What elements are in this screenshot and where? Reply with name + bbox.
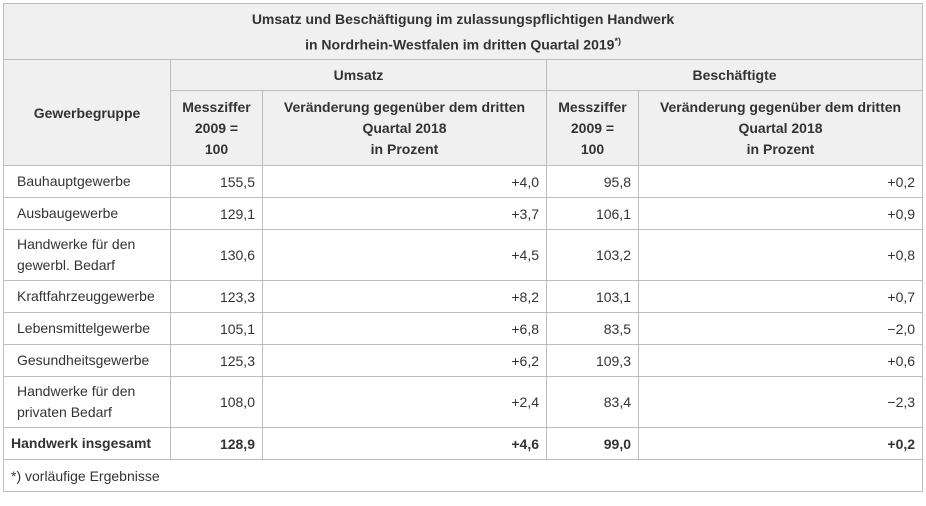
veraenderung-line-2: Quartal 2018 <box>738 119 823 136</box>
statistics-table <box>3 3 923 492</box>
table-row-gewerbl-bedarf <box>4 230 923 281</box>
veraenderung-line-1: Veränderung gegenüber dem dritten <box>283 98 526 115</box>
table-row-total <box>4 428 923 460</box>
table-row-privaten-bedarf <box>4 377 923 428</box>
beschaeftigte-veraenderung-value: +0,8 <box>639 230 923 281</box>
beschaeftigte-messziffer-value: 106,1 <box>547 198 639 230</box>
table-row-bauhauptgewerbe <box>4 166 923 198</box>
table-row-gesundheitsgewerbe <box>4 345 923 377</box>
table-title-line-1: Umsatz und Beschäftigung im zulassungspflichtigen Handwerk <box>251 10 675 27</box>
total-beschaeftigte-messziffer: 99,0 <box>547 428 639 460</box>
messziffer-line-3: 100 <box>204 140 229 157</box>
beschaeftigte-messziffer-value: 83,5 <box>547 313 639 345</box>
umsatz-messziffer-value: 125,3 <box>171 345 263 377</box>
beschaeftigte-veraenderung-value: +0,6 <box>639 345 923 377</box>
messziffer-line-2: 2009 = <box>570 119 615 136</box>
beschaeftigte-veraenderung-value: +0,2 <box>639 166 923 198</box>
veraenderung-line-1: Veränderung gegenüber dem dritten <box>659 98 902 115</box>
total-umsatz-messziffer: 128,9 <box>171 428 263 460</box>
umsatz-veraenderung-value: +4,5 <box>263 230 547 281</box>
umsatz-veraenderung-value: +8,2 <box>263 281 547 313</box>
total-umsatz-veraenderung: +4,6 <box>263 428 547 460</box>
umsatz-messziffer-value: 108,0 <box>171 377 263 428</box>
footnote: *) vorläufige Ergebnisse <box>4 460 923 492</box>
umsatz-messziffer-value: 130,6 <box>171 230 263 281</box>
header-beschaeftigte-veraenderung <box>639 91 923 166</box>
row-label: Lebensmittelgewerbe <box>4 313 171 345</box>
beschaeftigte-messziffer-value: 103,1 <box>547 281 639 313</box>
row-label: Handwerke für den privaten Bedarf <box>4 377 171 428</box>
table-title <box>4 4 923 60</box>
statistics-table-container <box>3 3 922 492</box>
row-label: Handwerke für den gewerbl. Bedarf <box>4 230 171 281</box>
messziffer-line-1: Messziffer <box>182 98 251 115</box>
row-label: Kraftfahrzeuggewerbe <box>4 281 171 313</box>
header-beschaeftigte-messziffer <box>547 91 639 166</box>
umsatz-veraenderung-value: +4,0 <box>263 166 547 198</box>
row-label: Bauhauptgewerbe <box>4 166 171 198</box>
header-beschaeftigte: Beschäftigte <box>547 60 923 91</box>
total-beschaeftigte-veraenderung: +0,2 <box>639 428 923 460</box>
header-umsatz-veraenderung <box>263 91 547 166</box>
row-label: Ausbaugewerbe <box>4 198 171 230</box>
umsatz-veraenderung-value: +2,4 <box>263 377 547 428</box>
umsatz-veraenderung-value: +3,7 <box>263 198 547 230</box>
beschaeftigte-messziffer-value: 83,4 <box>547 377 639 428</box>
beschaeftigte-messziffer-value: 95,8 <box>547 166 639 198</box>
umsatz-messziffer-value: 105,1 <box>171 313 263 345</box>
header-umsatz-messziffer <box>171 91 263 166</box>
row-label: Gesundheitsgewerbe <box>4 345 171 377</box>
veraenderung-line-3: in Prozent <box>370 140 439 157</box>
beschaeftigte-veraenderung-value: −2,3 <box>639 377 923 428</box>
umsatz-veraenderung-value: +6,8 <box>263 313 547 345</box>
messziffer-line-2: 2009 = <box>194 119 239 136</box>
umsatz-messziffer-value: 123,3 <box>171 281 263 313</box>
title-footnote-mark: *) <box>614 35 621 46</box>
header-umsatz: Umsatz <box>171 60 547 91</box>
header-gewerbegruppe: Gewerbegruppe <box>4 60 171 166</box>
beschaeftigte-messziffer-value: 109,3 <box>547 345 639 377</box>
messziffer-line-3: 100 <box>580 140 605 157</box>
table-row-kraftfahrzeuggewerbe <box>4 281 923 313</box>
umsatz-messziffer-value: 129,1 <box>171 198 263 230</box>
beschaeftigte-veraenderung-value: +0,7 <box>639 281 923 313</box>
messziffer-line-1: Messziffer <box>558 98 627 115</box>
table-row-lebensmittelgewerbe <box>4 313 923 345</box>
table-title-line-2: in Nordrhein-Westfalen im dritten Quartal 2019 <box>305 36 615 53</box>
beschaeftigte-veraenderung-value: +0,9 <box>639 198 923 230</box>
umsatz-messziffer-value: 155,5 <box>171 166 263 198</box>
beschaeftigte-veraenderung-value: −2,0 <box>639 313 923 345</box>
veraenderung-line-3: in Prozent <box>746 140 815 157</box>
total-label: Handwerk insgesamt <box>4 428 171 460</box>
table-row-ausbaugewerbe <box>4 198 923 230</box>
umsatz-veraenderung-value: +6,2 <box>263 345 547 377</box>
beschaeftigte-messziffer-value: 103,2 <box>547 230 639 281</box>
veraenderung-line-2: Quartal 2018 <box>362 119 447 136</box>
